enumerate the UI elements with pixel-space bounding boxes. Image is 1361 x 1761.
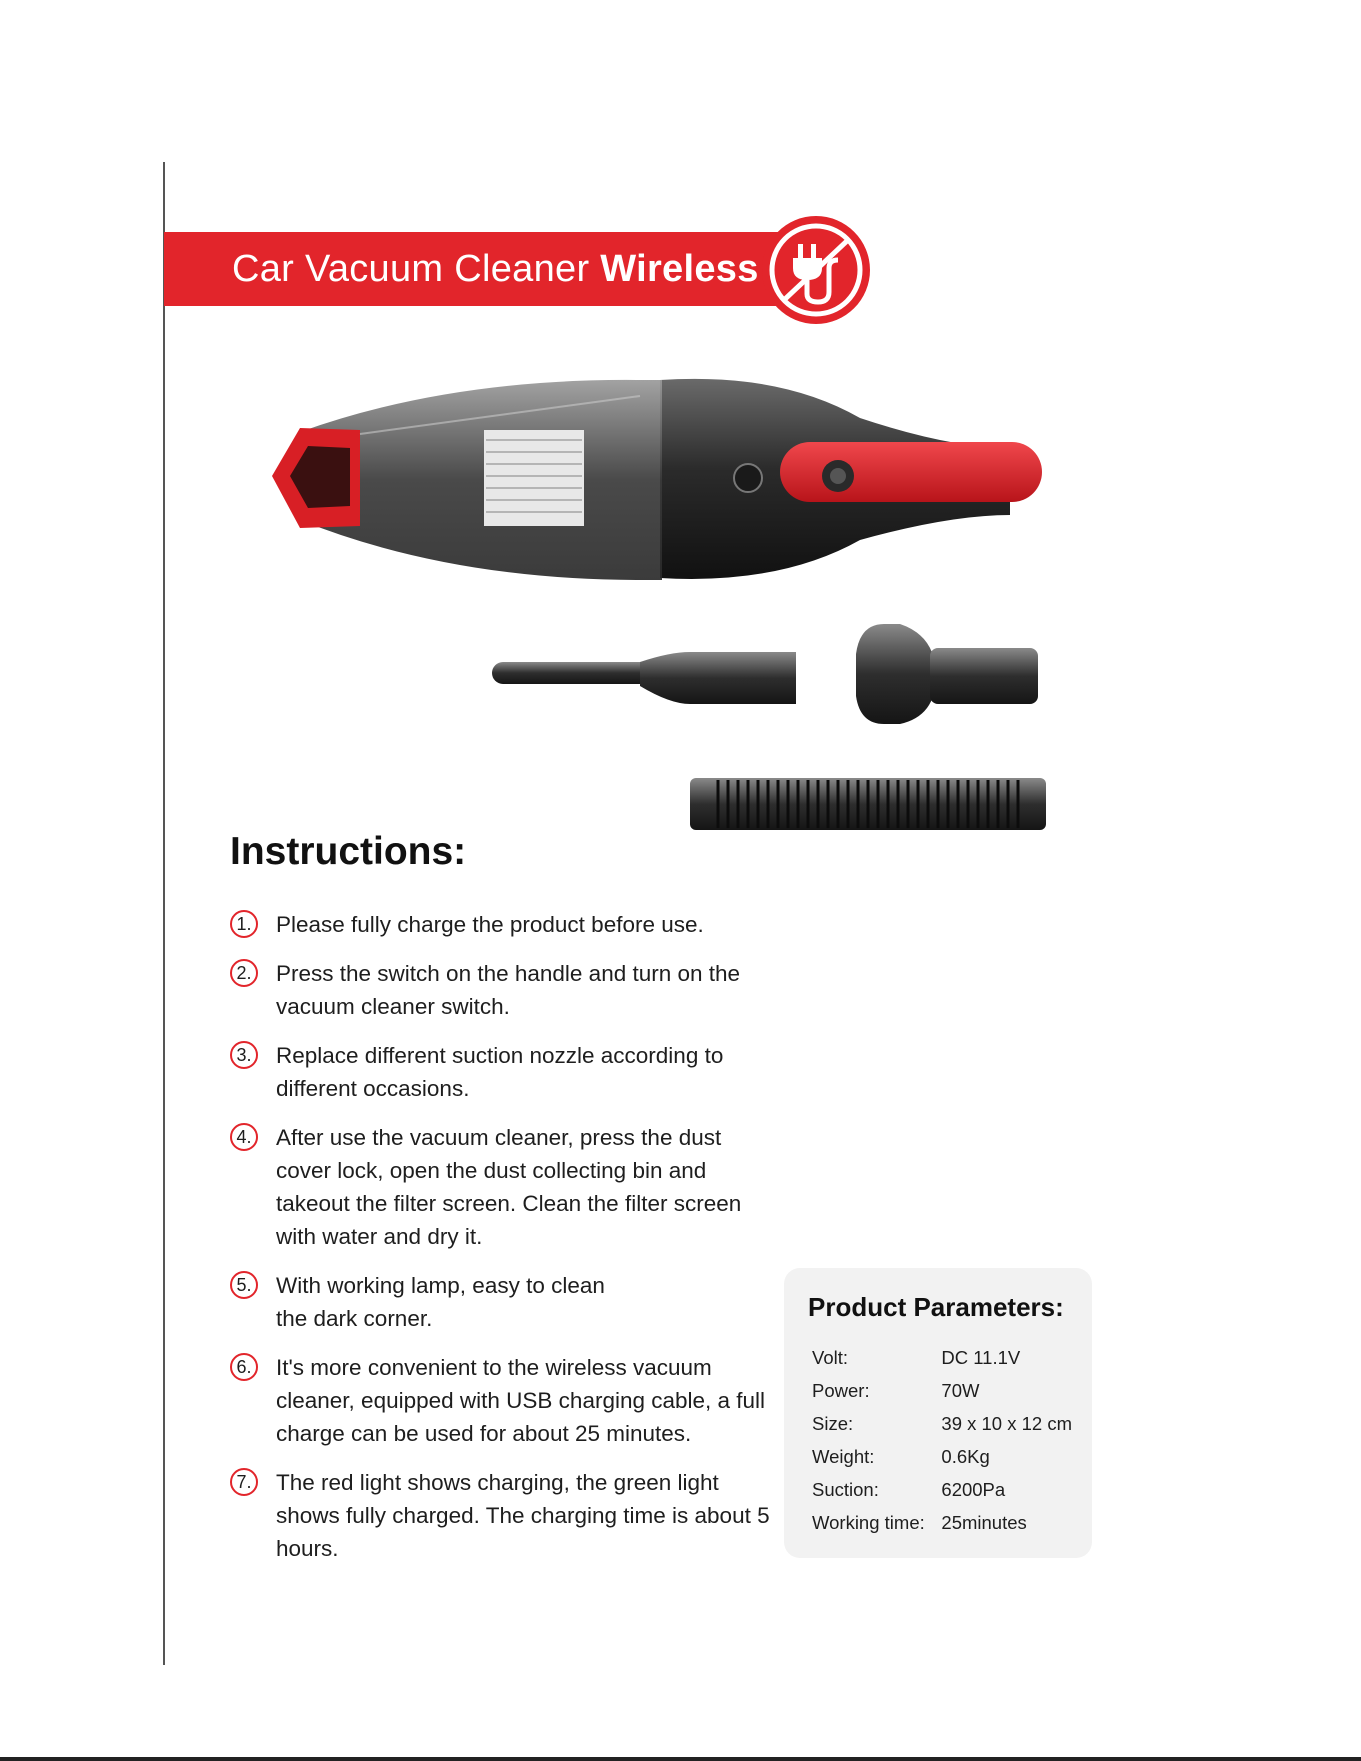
instruction-item — [230, 1039, 770, 1105]
parameter-label: Suction: — [812, 1478, 879, 1500]
parameter-label: Power: — [812, 1379, 870, 1401]
step-number: 6. — [230, 1353, 258, 1381]
step-text: After use the vacuum cleaner, press the dust cover lock, open the dust collecting bin and takeout the filter screen. Clean the filter screen with water and dry it. — [276, 1125, 742, 1249]
parameter-row — [808, 1473, 1072, 1506]
instructions-list — [230, 908, 770, 1581]
crevice-nozzle-image — [492, 652, 796, 704]
step-text: It's more convenient to the wireless vacuum cleaner, equipped with USB charging cable, a full charge can be used for about 25 minutes. — [276, 1355, 766, 1446]
step-number: 1. — [230, 910, 258, 938]
parameter-value: 6200Pa — [941, 1478, 1006, 1500]
instruction-item — [230, 1466, 770, 1565]
step-text: Press the switch on the handle and turn on the vacuum cleaner switch. — [276, 961, 741, 1019]
step-text: The red light shows charging, the green light shows fully charged. The charging time is about 5 hours. — [276, 1470, 770, 1561]
instruction-item — [230, 1121, 770, 1253]
parameter-label: Weight: — [812, 1445, 875, 1467]
step-number: 4. — [230, 1123, 258, 1151]
step-number: 2. — [230, 959, 258, 987]
step-text: Please fully charge the product before use. — [276, 912, 704, 937]
handheld-vacuum-image — [272, 379, 1042, 580]
parameter-value: 0.6Kg — [941, 1445, 990, 1467]
parameter-row — [808, 1374, 1072, 1407]
step-text: With working lamp, easy to clean the dark corner. — [276, 1273, 605, 1331]
parameter-label: Volt: — [812, 1346, 848, 1368]
instructions-heading: Instructions: — [230, 830, 467, 873]
parameter-label: Size: — [812, 1412, 854, 1434]
product-illustration — [0, 0, 1361, 880]
parameter-value: 39 x 10 x 12 cm — [941, 1412, 1072, 1434]
instruction-item — [230, 1269, 636, 1335]
title-bold: Wireless — [600, 247, 759, 290]
instruction-item — [230, 957, 770, 1023]
brush-nozzle-image — [856, 624, 1038, 724]
parameters-table — [808, 1341, 1072, 1539]
product-parameters-card — [784, 1268, 1092, 1558]
instruction-item — [230, 1351, 770, 1450]
parameter-row — [808, 1341, 1072, 1374]
parameter-row — [808, 1440, 1072, 1473]
parameters-title: Product Parameters: — [808, 1292, 1064, 1322]
extension-hose-image — [690, 778, 1046, 830]
title-regular: Car Vacuum Cleaner — [232, 247, 601, 290]
parameter-label: Working time: — [812, 1511, 925, 1533]
step-number: 3. — [230, 1041, 258, 1069]
step-number: 5. — [230, 1271, 258, 1299]
parameter-value: 70W — [941, 1379, 980, 1401]
step-number: 7. — [230, 1468, 258, 1496]
bottom-page-edge — [0, 1757, 1361, 1761]
parameter-value: DC 11.1V — [941, 1346, 1021, 1368]
step-text: Replace different suction nozzle according to different occasions. — [276, 1043, 724, 1101]
parameter-row — [808, 1407, 1072, 1440]
instruction-item — [230, 908, 770, 941]
parameter-value: 25minutes — [941, 1511, 1027, 1533]
parameter-row — [808, 1506, 1072, 1539]
